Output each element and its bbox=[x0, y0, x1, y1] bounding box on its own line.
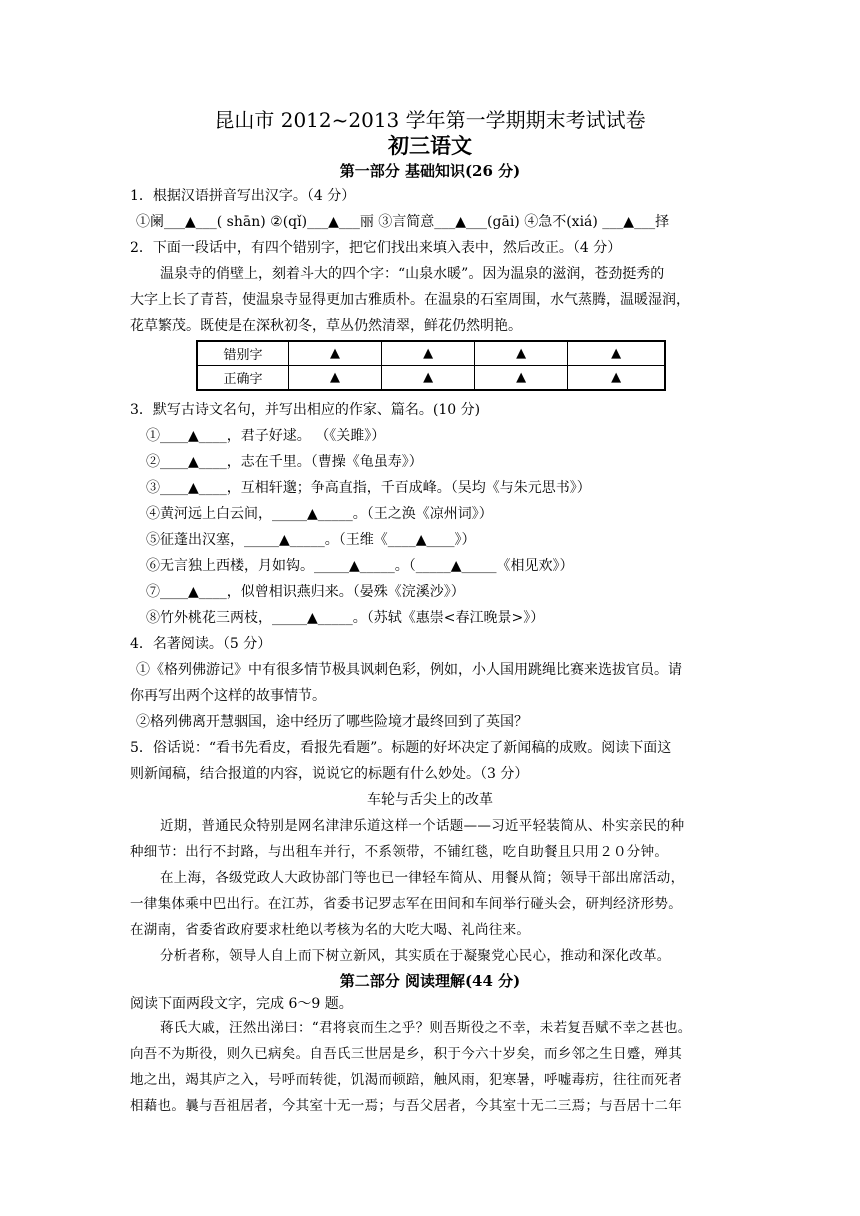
q3-item: ⑥无言独上西楼，月如钩。_____▲_____。（_____▲_____《相见欢》） bbox=[146, 558, 574, 574]
q2-passage-line: 花草繁茂。既使是在深秋初冬，草丛仍然清翠，鲜花仍然明艳。 bbox=[130, 318, 522, 334]
answer-mark: ▲ bbox=[568, 341, 665, 366]
reading-line: 相藉也。曩与吾祖居者，今其室十无一焉；与吾父居者，今其室十无二三焉；与吾居十二年 bbox=[130, 1098, 682, 1114]
q1-prompt: 1．根据汉语拼音写出汉字。（4 分） bbox=[130, 188, 356, 204]
typo-row-label: 错别字 bbox=[197, 341, 289, 366]
reading-intro: 阅读下面两段文字，完成 6～9 题。 bbox=[130, 996, 353, 1012]
answer-mark: ▲ bbox=[475, 366, 568, 391]
reading-line: 向吾不为斯役，则久已病矣。自吾氏三世居是乡，积于今六十岁矣，而乡邻之生日蹙，殚其 bbox=[130, 1046, 682, 1062]
answer-mark: ▲ bbox=[382, 341, 475, 366]
answer-mark: ▲ bbox=[568, 366, 665, 391]
news-title: 车轮与舌尖上的改革 bbox=[367, 792, 493, 808]
q2-passage-line: 大字上长了青苔，使温泉寺显得更加古雅质朴。在温泉的石室周围，水气蒸腾，温暖湿润， bbox=[130, 292, 690, 308]
subject-title: 初三语文 bbox=[388, 133, 472, 158]
q4-prompt: 4．名著阅读。（5 分） bbox=[130, 636, 272, 652]
answer-mark: ▲ bbox=[289, 341, 382, 366]
news-line: 种细节：出行不封路，与出租车并行，不系领带，不铺红毯，吃自助餐且只用２０分钟。 bbox=[130, 844, 669, 860]
q4-line: ①《格列佛游记》中有很多情节极具讽刺色彩，例如，小人国用跳绳比赛来选拔官员。请 bbox=[136, 662, 682, 678]
q2-passage-line: 温泉寺的俏壁上，刻着斗大的四个字：“山泉水暖”。因为温泉的滋润，苍劲挺秀的 bbox=[160, 266, 665, 282]
typo-table bbox=[196, 340, 666, 391]
q3-item: ⑦____▲____，似曾相识燕归来。（晏殊《浣溪沙》） bbox=[146, 584, 465, 600]
q3-item: ②____▲____，志在千里。（曹操《龟虽寿》） bbox=[146, 454, 423, 470]
q1-items: ①阑___▲___( shān) ②(qǐ)___▲___丽 ③言简意___▲___(gāi) ④急不(xiá) ___▲___择 bbox=[136, 214, 670, 230]
answer-mark: ▲ bbox=[289, 366, 382, 391]
q5-line: 则新闻稿，结合报道的内容，说说它的标题有什么妙处。（3 分） bbox=[130, 766, 529, 782]
news-line: 在上海，各级党政人大政协部门等也已一律轻车简从、用餐从简；领导干部出席活动， bbox=[160, 870, 685, 886]
news-line: 分析者称，领导人自上而下树立新风，其实质在于凝聚党心民心，推动和深化改革。 bbox=[160, 948, 671, 964]
reading-line: 蒋氏大戚，汪然出涕曰：“君将哀而生之乎？则吾斯役之不幸，未若复吾赋不幸之甚也。 bbox=[160, 1020, 692, 1036]
q5-line: 5．俗话说：“看书先看皮，看报先看题”。标题的好坏决定了新闻稿的成败。阅读下面这 bbox=[130, 740, 672, 756]
exam-title: 昆山市 2012~2013 学年第一学期期末考试试卷 bbox=[214, 108, 646, 132]
news-line: 一律集体乘中巴出行。在江苏，省委书记罗志军在田间和车间举行碰头会，研判经济形势。 bbox=[130, 896, 682, 912]
q4-line: 你再写出两个这样的故事情节。 bbox=[130, 688, 326, 704]
reading-line: 地之出，竭其庐之入，号呼而转徙，饥渴而顿踣，触风雨，犯寒暑，呼嘘毒疠，往往而死者 bbox=[130, 1072, 682, 1088]
table-row bbox=[197, 366, 665, 391]
answer-mark: ▲ bbox=[475, 341, 568, 366]
table-row bbox=[197, 341, 665, 366]
q3-item: ③____▲____，互相轩邈；争高直指，千百成峰。（吴均《与朱元思书》） bbox=[146, 480, 591, 496]
q3-item: ④黄河远上白云间，_____▲_____。（王之涣《凉州词》） bbox=[146, 506, 493, 522]
q3-item: ⑧竹外桃花三两枝，_____▲_____。（苏轼《惠崇<春江晚景>》） bbox=[146, 610, 545, 626]
q2-prompt: 2．下面一段话中，有四个错别字，把它们找出来填入表中，然后改正。（4 分） bbox=[130, 240, 622, 256]
correct-row-label: 正确字 bbox=[197, 366, 289, 391]
news-line: 近期，普通民众特别是网名津津乐道这样一个话题——习近平轻装简从、朴实亲民的种 bbox=[160, 818, 685, 834]
q3-prompt: 3．默写古诗文名句，并写出相应的作家、篇名。(10 分) bbox=[130, 402, 481, 418]
part2-heading: 第二部分 阅读理解(44 分) bbox=[339, 972, 521, 990]
part1-heading: 第一部分 基础知识(26 分) bbox=[339, 162, 521, 180]
q3-item: ①____▲____，君子好逑。 （《关雎》） bbox=[146, 428, 386, 444]
news-line: 在湖南，省委省政府要求杜绝以考核为名的大吃大喝、礼尚往来。 bbox=[130, 922, 531, 938]
answer-mark: ▲ bbox=[382, 366, 475, 391]
q4-line: ②格列佛离开慧骃国，途中经历了哪些险境才最终回到了英国？ bbox=[136, 714, 528, 730]
q3-item: ⑤征蓬出汉塞，_____▲_____。（王维《____▲____》） bbox=[146, 532, 476, 548]
